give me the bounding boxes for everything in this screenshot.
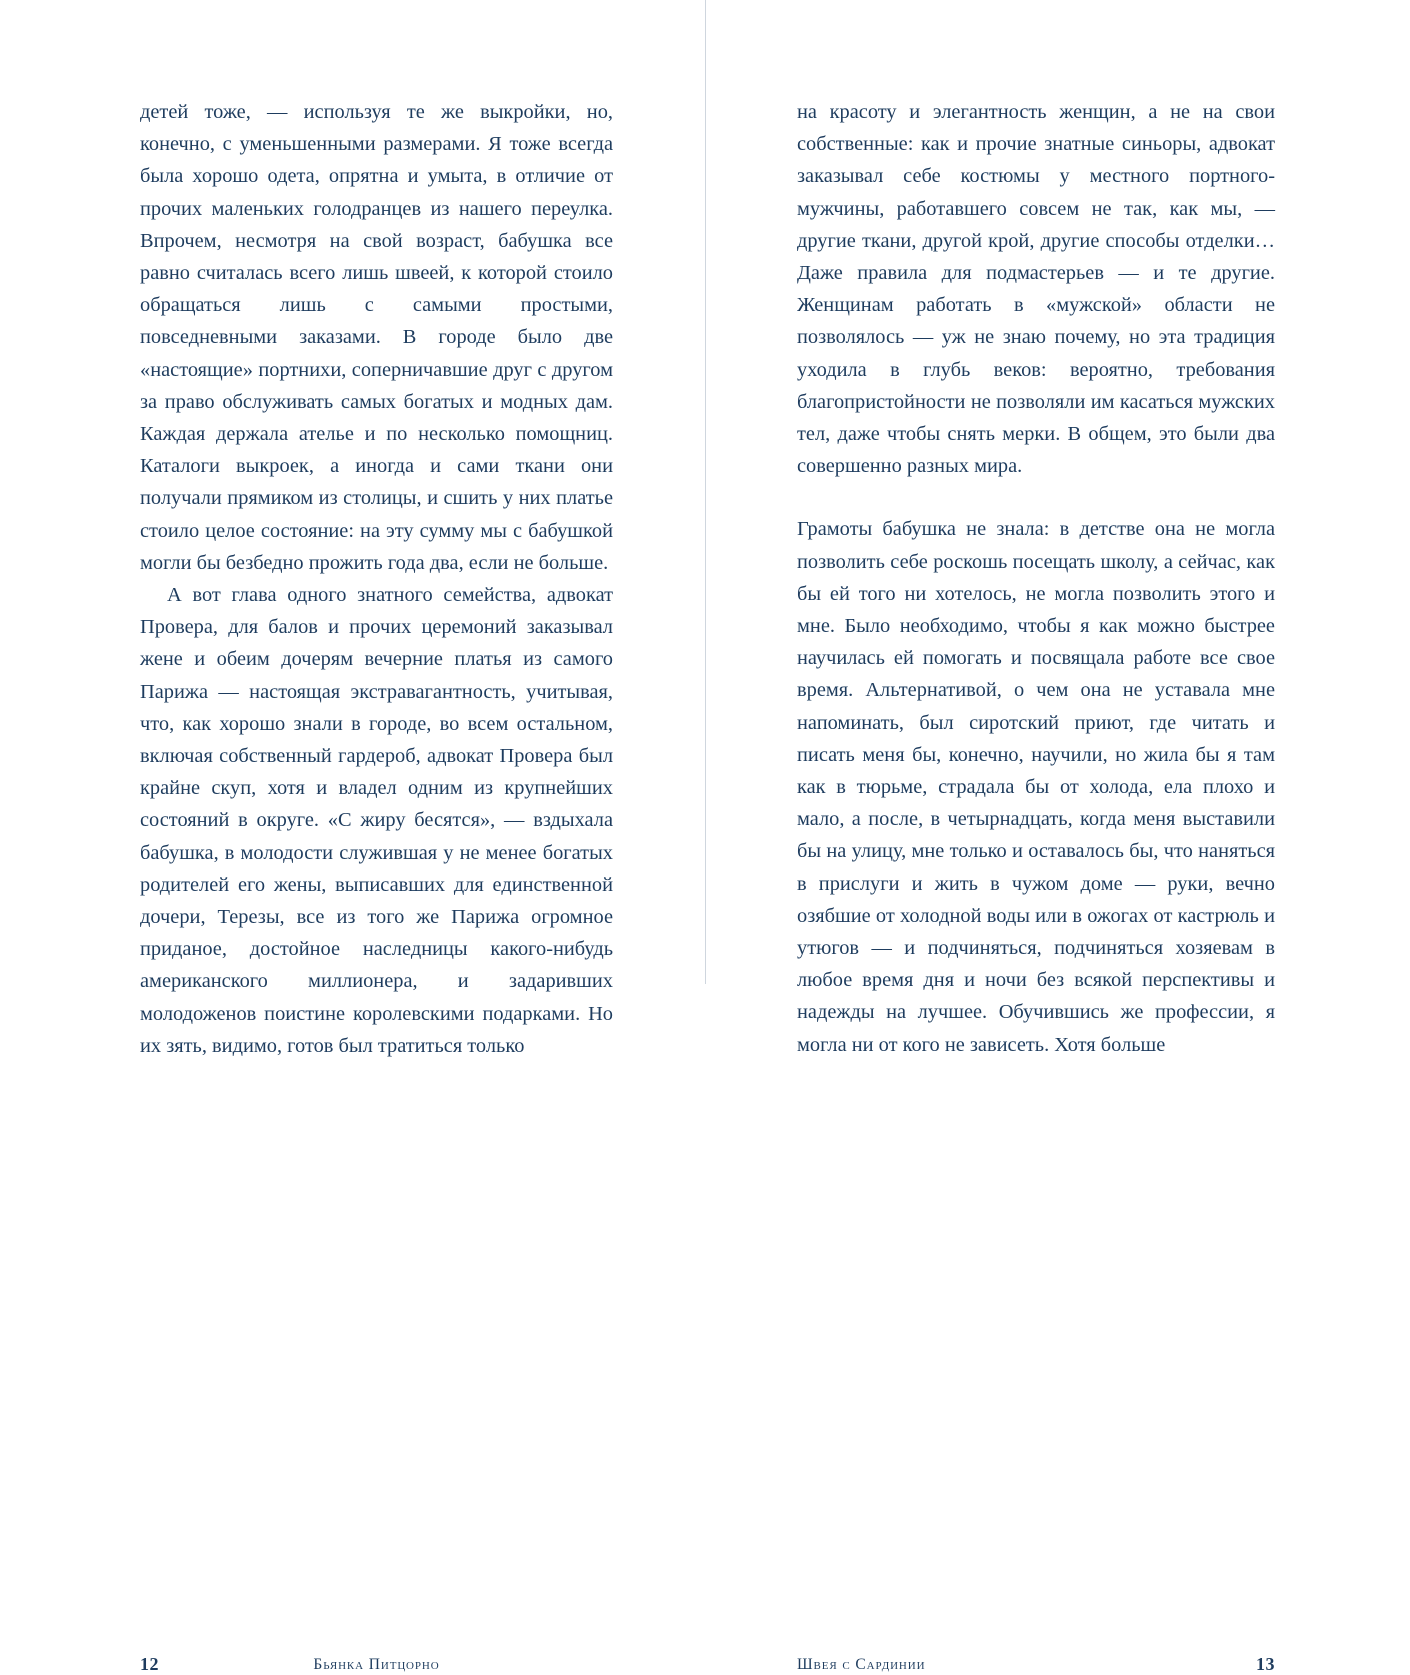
left-page bbox=[0, 0, 705, 1674]
paragraph: на красоту и элегантность женщин, а не на свои собственные: как и прочие знатные синьоры, адвокат заказывал себе костюмы у местного портного-мужчины, работавшего совсем не так, как мы, — другие ткани, другой крой, другие способы отделки… Даже правила для подмастерьев — и те другие. Женщинам работать в «мужской» области не позволялось — уж не знаю почему, но эта традиция уходила в глубь веков: вероятно, требования благопристойности не позволяли им касаться мужских тел, даже чтобы снять мерки. В общем, это были два совершенно разных мира. bbox=[797, 101, 1275, 478]
paragraph: Грамоты бабушка не знала: в детстве она не могла позволить себе роскошь посещать школу, а сейчас, как бы ей того ни хотелось, не могла позволить этого и мне. Было необходимо, чтобы я как можно быстрее научилась ей помогать и посвящала работе все свое время. Альтернативой, о чем она не уставала мне напоминать, был сиротский приют, где читать и писать меня бы, конечно, научили, но жила бы я там как в тюрьме, страдала бы от холода, ела плохо и мало, а после, в четырнадцать, когда меня выставили бы на улицу, мне только и оставалось бы, что наняться в прислуги и жить в чужом доме — руки, вечно озябшие от холодной воды или в ожогах от кастрюль и утюгов — и подчиняться, подчиняться хозяевам в любое время дня и ночи без всякой перспективы и надежды на лучшее. Обучившись же профессии, я могла ни от кого не зависеть. Хотя больше bbox=[797, 518, 1275, 1056]
page-number: 13 bbox=[1256, 1654, 1275, 1674]
right-page-footer bbox=[705, 884, 1410, 1674]
paragraph: А вот глава одного знатного семейства, адвокат Провера, для балов и прочих церемоний заказывал жене и обеим дочерям вечерние платья из самого Парижа — настоящая экстравагантность, учитывая, что, как хорошо знали в городе, во всем остальном, включая собственный гардероб, адвокат Провера был крайне скуп, хотя и владел одним из крупнейших состояний в округе. «С жиру бесятся», — вздыхала бабушка, в молодости служившая у не менее богатых родителей его жены, выписавших для единственной дочери, Терезы, все из того же Парижа огромное приданое, достойное наследницы какого-нибудь американского миллионера, и задаривших молодоженов поистине королевскими подарками. Но их зять, видимо, готов был тратиться только bbox=[140, 584, 613, 1057]
running-head-title: Швея с Сардинии bbox=[797, 1656, 926, 1673]
left-page-footer bbox=[0, 884, 705, 1674]
paragraph: детей тоже, — используя те же выкройки, но, конечно, с уменьшенными размерами. Я тоже всегда была хорошо одета, опрятна и умыта, в отличие от прочих маленьких голодранцев из нашего переулка. Впрочем, несмотря на свой возраст, бабушка все равно считалась всего лишь швеей, к которой стоило обращаться лишь с самыми простыми, повседневными заказами. В городе было две «настоящие» портнихи, соперничавшие друг с другом за право обслуживать самых богатых и модных дам. Каждая держала ателье и по несколько помощниц. Каталоги выкроек, а иногда и сами ткани они получали прямиком из столицы, и сшить у них платье стоило целое состояние: на эту сумму мы с бабушкой могли бы безбедно прожить года два, если не больше. bbox=[140, 101, 613, 574]
running-head-author: Бьянка Питцорно bbox=[313, 1656, 440, 1673]
page-number: 12 bbox=[140, 1654, 159, 1674]
right-page bbox=[705, 0, 1410, 1674]
